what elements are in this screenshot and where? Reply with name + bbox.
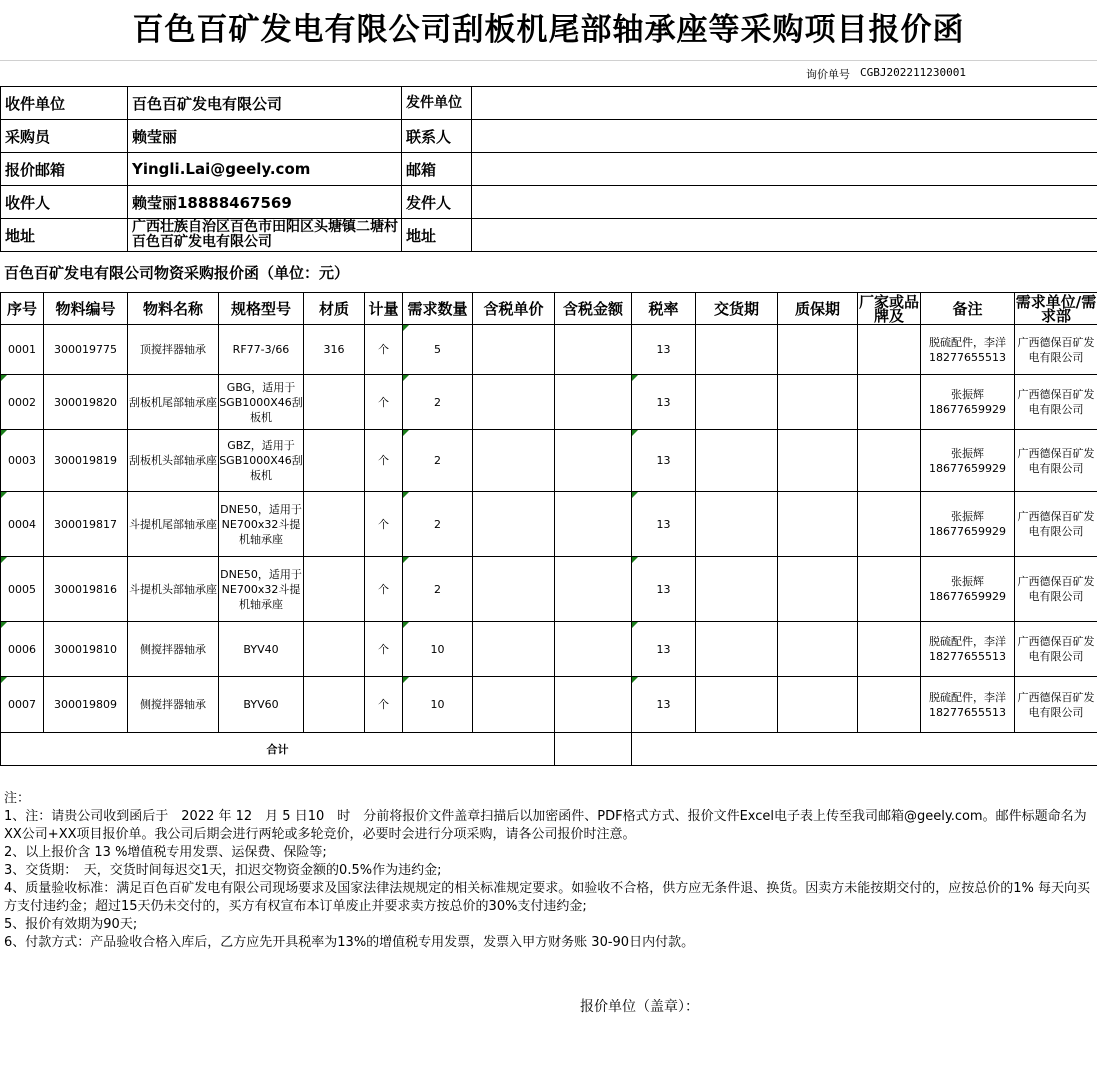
info-value-2[interactable] <box>472 120 1097 153</box>
table-row <box>1 375 1097 430</box>
amount-cell[interactable] <box>555 325 632 375</box>
amount-cell[interactable] <box>555 622 632 677</box>
qty-cell: 5 <box>403 325 473 375</box>
warranty-cell[interactable] <box>778 557 858 622</box>
info-label-2: 发件单位 <box>402 87 472 120</box>
dept-cell: 广西德保百矿发电有限公司 <box>1015 325 1097 375</box>
unit-cell: 个 <box>365 677 403 733</box>
column-header: 需求数量 <box>403 293 473 325</box>
unit-cell: 个 <box>365 325 403 375</box>
seq-cell: 0007 <box>1 677 44 733</box>
unit-price-cell[interactable] <box>473 492 555 557</box>
note-line: 3、交货期： 天，交货时间每迟交1天，扣迟交物资金额的0.5%作为违约金; <box>4 863 442 878</box>
brand-cell[interactable] <box>858 557 921 622</box>
material-cell <box>304 557 365 622</box>
delivery-cell[interactable] <box>696 325 778 375</box>
material-code-cell: 300019817 <box>44 492 128 557</box>
note-line: 5、报价有效期为90天; <box>4 917 138 932</box>
tax-rate-cell: 13 <box>632 557 696 622</box>
column-header: 含税单价 <box>473 293 555 325</box>
grid-divider <box>0 60 1097 61</box>
material-cell <box>304 375 365 430</box>
warranty-cell[interactable] <box>778 492 858 557</box>
column-header: 物料编号 <box>44 293 128 325</box>
info-row <box>1 219 1097 252</box>
note-line: 1、注：请贵公司收到函后于 2022 年 12 月 5 日10 时 分前将报价文件盖章扫描后以加密函件、PDF格式方式、报价文件Excel电子表上传至我司邮箱@geely.com。邮件标题命名为XX公司+XX项目报价单。我公司后期会进行两轮或多轮竞价，必要时会进行分项采购，请各公司报价时注意。 <box>4 809 1087 842</box>
material-code-cell: 300019819 <box>44 430 128 492</box>
info-value[interactable]: 赖莹丽 <box>128 120 402 153</box>
brand-cell[interactable] <box>858 677 921 733</box>
unit-price-cell[interactable] <box>473 677 555 733</box>
material-name-cell: 顶搅拌器轴承 <box>128 325 219 375</box>
info-label: 地址 <box>1 219 128 252</box>
info-value-2[interactable] <box>472 87 1097 120</box>
info-value-2[interactable] <box>472 186 1097 219</box>
material-code-cell: 300019816 <box>44 557 128 622</box>
seq-cell: 0002 <box>1 375 44 430</box>
total-blank-cell <box>632 733 1097 766</box>
material-cell <box>304 677 365 733</box>
info-label: 报价邮箱 <box>1 153 128 186</box>
spec-cell: RF77-3/66 <box>219 325 304 375</box>
unit-cell: 个 <box>365 375 403 430</box>
section-title: 百色百矿发电有限公司物资采购报价函（单位：元） <box>4 264 350 282</box>
material-name-cell: 刮板机头部轴承座 <box>128 430 219 492</box>
amount-cell[interactable] <box>555 557 632 622</box>
material-code-cell: 300019820 <box>44 375 128 430</box>
info-row <box>1 153 1097 186</box>
dept-cell: 广西德保百矿发电有限公司 <box>1015 492 1097 557</box>
table-row <box>1 430 1097 492</box>
tax-rate-cell: 13 <box>632 430 696 492</box>
material-code-cell: 300019809 <box>44 677 128 733</box>
remark-cell: 张振辉18677659929 <box>921 430 1015 492</box>
unit-price-cell[interactable] <box>473 325 555 375</box>
tax-rate-cell: 13 <box>632 677 696 733</box>
unit-price-cell[interactable] <box>473 622 555 677</box>
table-row <box>1 325 1097 375</box>
column-header: 含税金额 <box>555 293 632 325</box>
unit-price-cell[interactable] <box>473 557 555 622</box>
info-label: 收件单位 <box>1 87 128 120</box>
tax-rate-cell: 13 <box>632 375 696 430</box>
delivery-cell[interactable] <box>696 622 778 677</box>
material-cell <box>304 622 365 677</box>
material-name-cell: 侧搅拌器轴承 <box>128 677 219 733</box>
remark-cell: 张振辉18677659929 <box>921 492 1015 557</box>
items-table <box>0 292 1097 766</box>
table-row <box>1 622 1097 677</box>
note-line: 2、以上报价含 13 %增值税专用发票、运保费、保险等; <box>4 845 327 860</box>
spec-cell: DNE50，适用于NE700x32斗提机轴承座 <box>219 492 304 557</box>
column-header: 厂家或品牌及 <box>858 292 919 325</box>
info-label-2: 联系人 <box>402 120 472 153</box>
inquiry-number-value: CGBJ202211230001 <box>860 66 966 79</box>
info-value[interactable]: 百色百矿发电有限公司 <box>128 87 402 120</box>
unit-cell: 个 <box>365 492 403 557</box>
amount-cell[interactable] <box>555 677 632 733</box>
warranty-cell[interactable] <box>778 622 858 677</box>
unit-price-cell[interactable] <box>473 430 555 492</box>
spec-cell: GBZ，适用于SGB1000X46刮板机 <box>219 430 304 492</box>
table-row <box>1 492 1097 557</box>
brand-cell[interactable] <box>858 430 921 492</box>
material-name-cell: 斗提机尾部轴承座 <box>128 492 219 557</box>
brand-cell[interactable] <box>858 325 921 375</box>
info-value[interactable]: 赖莹丽18888467569 <box>128 186 402 219</box>
warranty-cell[interactable] <box>778 430 858 492</box>
inquiry-number-label: 询价单号 <box>806 68 850 81</box>
spec-cell: BYV60 <box>219 677 304 733</box>
spec-cell: DNE50，适用于NE700x32斗提机轴承座 <box>219 557 304 622</box>
unit-cell: 个 <box>365 430 403 492</box>
unit-cell: 个 <box>365 622 403 677</box>
material-name-cell: 斗提机头部轴承座 <box>128 557 219 622</box>
delivery-cell[interactable] <box>696 492 778 557</box>
remark-cell: 脱硫配件，李洋18277655513 <box>921 677 1015 733</box>
brand-cell[interactable] <box>858 492 921 557</box>
qty-cell: 2 <box>403 492 473 557</box>
delivery-cell[interactable] <box>696 677 778 733</box>
warranty-cell[interactable] <box>778 677 858 733</box>
seal-label: 报价单位（盖章）： <box>580 999 699 1015</box>
column-header: 税率 <box>632 293 696 325</box>
column-header: 需求单位/需求部 <box>1015 292 1097 325</box>
remark-cell: 脱硫配件，李洋18277655513 <box>921 622 1015 677</box>
table-row <box>1 557 1097 622</box>
dept-cell: 广西德保百矿发电有限公司 <box>1015 622 1097 677</box>
notes-block <box>4 790 1094 952</box>
material-cell <box>304 492 365 557</box>
column-header: 物料名称 <box>128 293 219 325</box>
unit-cell: 个 <box>365 557 403 622</box>
note-line: 注： <box>4 791 31 806</box>
tax-rate-cell: 13 <box>632 325 696 375</box>
warranty-cell[interactable] <box>778 325 858 375</box>
contact-info-table <box>0 86 1097 252</box>
info-label-2: 地址 <box>402 219 472 252</box>
tax-rate-cell: 13 <box>632 622 696 677</box>
total-amount-cell[interactable] <box>555 733 632 766</box>
material-code-cell: 300019810 <box>44 622 128 677</box>
total-label: 合计 <box>1 733 555 766</box>
column-header: 材质 <box>304 293 365 325</box>
material-name-cell: 侧搅拌器轴承 <box>128 622 219 677</box>
delivery-cell[interactable] <box>696 557 778 622</box>
qty-cell: 2 <box>403 375 473 430</box>
page-title: 百色百矿发电有限公司刮板机尾部轴承座等采购项目报价函 <box>132 12 965 48</box>
spec-cell: GBG，适用于SGB1000X46刮板机 <box>219 375 304 430</box>
info-row <box>1 87 1097 120</box>
dept-cell: 广西德保百矿发电有限公司 <box>1015 557 1097 622</box>
column-header: 规格型号 <box>219 293 304 325</box>
table-row <box>1 677 1097 733</box>
dept-cell: 广西德保百矿发电有限公司 <box>1015 375 1097 430</box>
seq-cell: 0006 <box>1 622 44 677</box>
dept-cell: 广西德保百矿发电有限公司 <box>1015 677 1097 733</box>
seq-cell: 0005 <box>1 557 44 622</box>
info-row <box>1 120 1097 153</box>
column-header: 交货期 <box>696 293 778 325</box>
column-header: 序号 <box>1 293 44 325</box>
delivery-cell[interactable] <box>696 375 778 430</box>
amount-cell[interactable] <box>555 492 632 557</box>
dept-cell: 广西德保百矿发电有限公司 <box>1015 430 1097 492</box>
material-cell: 316 <box>304 325 365 375</box>
seq-cell: 0003 <box>1 430 44 492</box>
amount-cell[interactable] <box>555 430 632 492</box>
note-line: 6、付款方式：产品验收合格入库后，乙方应先开具税率为13%的增值税专用发票，发票入甲方财务账 30-90日内付款。 <box>4 935 695 950</box>
qty-cell: 10 <box>403 622 473 677</box>
info-label: 采购员 <box>1 120 128 153</box>
info-label-2: 邮箱 <box>402 153 472 186</box>
info-label: 收件人 <box>1 186 128 219</box>
material-name-cell: 刮板机尾部轴承座 <box>128 375 219 430</box>
tax-rate-cell: 13 <box>632 492 696 557</box>
brand-cell[interactable] <box>858 622 921 677</box>
info-value[interactable]: Yingli.Lai@geely.com <box>128 153 402 186</box>
warranty-cell[interactable] <box>778 375 858 430</box>
spec-cell: BYV40 <box>219 622 304 677</box>
remark-cell: 张振辉18677659929 <box>921 375 1015 430</box>
qty-cell: 2 <box>403 557 473 622</box>
info-row <box>1 186 1097 219</box>
material-cell <box>304 430 365 492</box>
qty-cell: 2 <box>403 430 473 492</box>
seq-cell: 0004 <box>1 492 44 557</box>
delivery-cell[interactable] <box>696 430 778 492</box>
unit-price-cell[interactable] <box>473 375 555 430</box>
info-label-2: 发件人 <box>402 186 472 219</box>
column-header: 质保期 <box>778 293 858 325</box>
info-value-2[interactable] <box>472 219 1097 252</box>
info-value-2[interactable] <box>472 153 1097 186</box>
info-value[interactable]: 广西壮族自治区百色市田阳区头塘镇二塘村百色百矿发电有限公司 <box>128 219 402 252</box>
column-header: 计量 <box>365 293 403 325</box>
remark-cell: 张振辉18677659929 <box>921 557 1015 622</box>
amount-cell[interactable] <box>555 375 632 430</box>
brand-cell[interactable] <box>858 375 921 430</box>
material-code-cell: 300019775 <box>44 325 128 375</box>
column-header: 备注 <box>921 293 1015 325</box>
remark-cell: 脱硫配件，李洋18277655513 <box>921 325 1015 375</box>
note-line: 4、质量验收标准：满足百色百矿发电有限公司现场要求及国家法律法规规定的相关标准规定要求。如验收不合格，供方应无条件退、换货。因卖方未能按期交付的，应按总价的1% 每天向买方支付违约金；超过15天仍未交付的，买方有权宣布本订单废止并要求卖方按总价的30%支付违约金; <box>4 881 1091 914</box>
seq-cell: 0001 <box>1 325 44 375</box>
qty-cell: 10 <box>403 677 473 733</box>
